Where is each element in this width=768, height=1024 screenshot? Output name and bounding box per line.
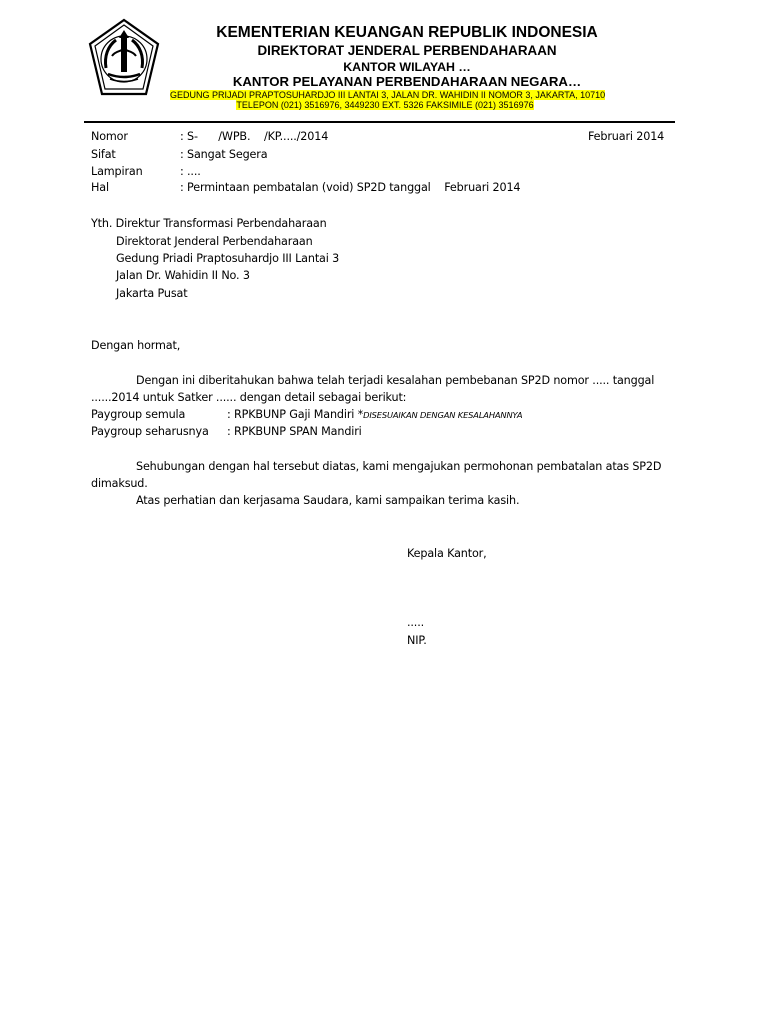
paygroup-semula-value <box>227 408 522 421</box>
address-text: GEDUNG PRIJADI PRAPTOSUHARDJO III LANTAI 3, JALAN DR. WAHIDIN II NOMOR 3, JAKARTA, 10710 <box>170 90 606 100</box>
paygroup-seharusnya-label: Paygroup seharusnya <box>91 425 209 438</box>
lampiran-label: Lampiran <box>91 165 143 178</box>
nomor-label: Nomor <box>91 130 128 143</box>
letterhead-kppn: KANTOR PELAYANAN PERBENDAHARAAN NEGARA… <box>232 74 582 89</box>
header-divider <box>84 121 675 123</box>
ministry-logo <box>88 18 160 98</box>
recipient-line-3: Gedung Priadi Praptosuhardjo III Lantai 3 <box>116 252 340 265</box>
paragraph-2-line-1: Sehubungan dengan hal tersebut diatas, kami mengajukan permohonan pembatalan atas SP2D <box>136 460 662 473</box>
recipient-line-1: Yth. Direktur Transformasi Perbendaharaan <box>91 217 327 230</box>
recipient-line-4: Jalan Dr. Wahidin II No. 3 <box>116 269 250 282</box>
nomor-value: : S- /WPB. /KP...../2014 <box>180 130 329 143</box>
recipient-line-5: Jakarta Pusat <box>116 287 188 300</box>
greeting: Dengan hormat, <box>91 339 181 352</box>
letterhead-directorate: DIREKTORAT JENDERAL PERBENDAHARAAN <box>257 43 557 58</box>
paragraph-1-line-1: Dengan ini diberitahukan bahwa telah terjadi kesalahan pembebanan SP2D nomor ..... tanggal <box>136 374 655 387</box>
letterhead-regional-office: KANTOR WILAYAH … <box>343 60 471 74</box>
paragraph-1-line-2: ......2014 untuk Satker ...... dengan detail sebagai berikut: <box>91 391 407 404</box>
hal-value: : Permintaan pembatalan (void) SP2D tanggal Februari 2014 <box>180 181 521 194</box>
paygroup-semula-text: : RPKBUNP Gaji Mandiri * <box>227 408 364 421</box>
hal-label: Hal <box>91 181 109 194</box>
kemenkeu-emblem-icon <box>88 18 160 98</box>
letterhead-address <box>170 90 606 100</box>
sifat-label: Sifat <box>91 148 116 161</box>
recipient-line-2: Direktorat Jenderal Perbendaharaan <box>116 235 313 248</box>
signature-title: Kepala Kantor, <box>407 547 487 560</box>
signature-name: ..... <box>407 616 425 629</box>
lampiran-value: : .... <box>180 165 201 178</box>
paygroup-semula-label: Paygroup semula <box>91 408 186 421</box>
letter-date: Februari 2014 <box>588 130 665 143</box>
paygroup-seharusnya-value: : RPKBUNP SPAN Mandiri <box>227 425 362 438</box>
paragraph-2-line-2: dimaksud. <box>91 477 148 490</box>
signature-nip: NIP. <box>407 634 427 647</box>
paragraph-3: Atas perhatian dan kerjasama Saudara, kami sampaikan terima kasih. <box>136 494 520 507</box>
phone-text: TELEPON (021) 3516976, 3449230 EXT. 5326 FAKSIMILE (021) 3516976 <box>236 100 534 110</box>
letterhead-phone <box>170 100 600 110</box>
letterhead-ministry: KEMENTERIAN KEUANGAN REPUBLIK INDONESIA <box>216 24 598 41</box>
sifat-value: : Sangat Segera <box>180 148 268 161</box>
paygroup-semula-note: DISESUAIKAN DENGAN KESALAHANNYA <box>363 410 523 420</box>
